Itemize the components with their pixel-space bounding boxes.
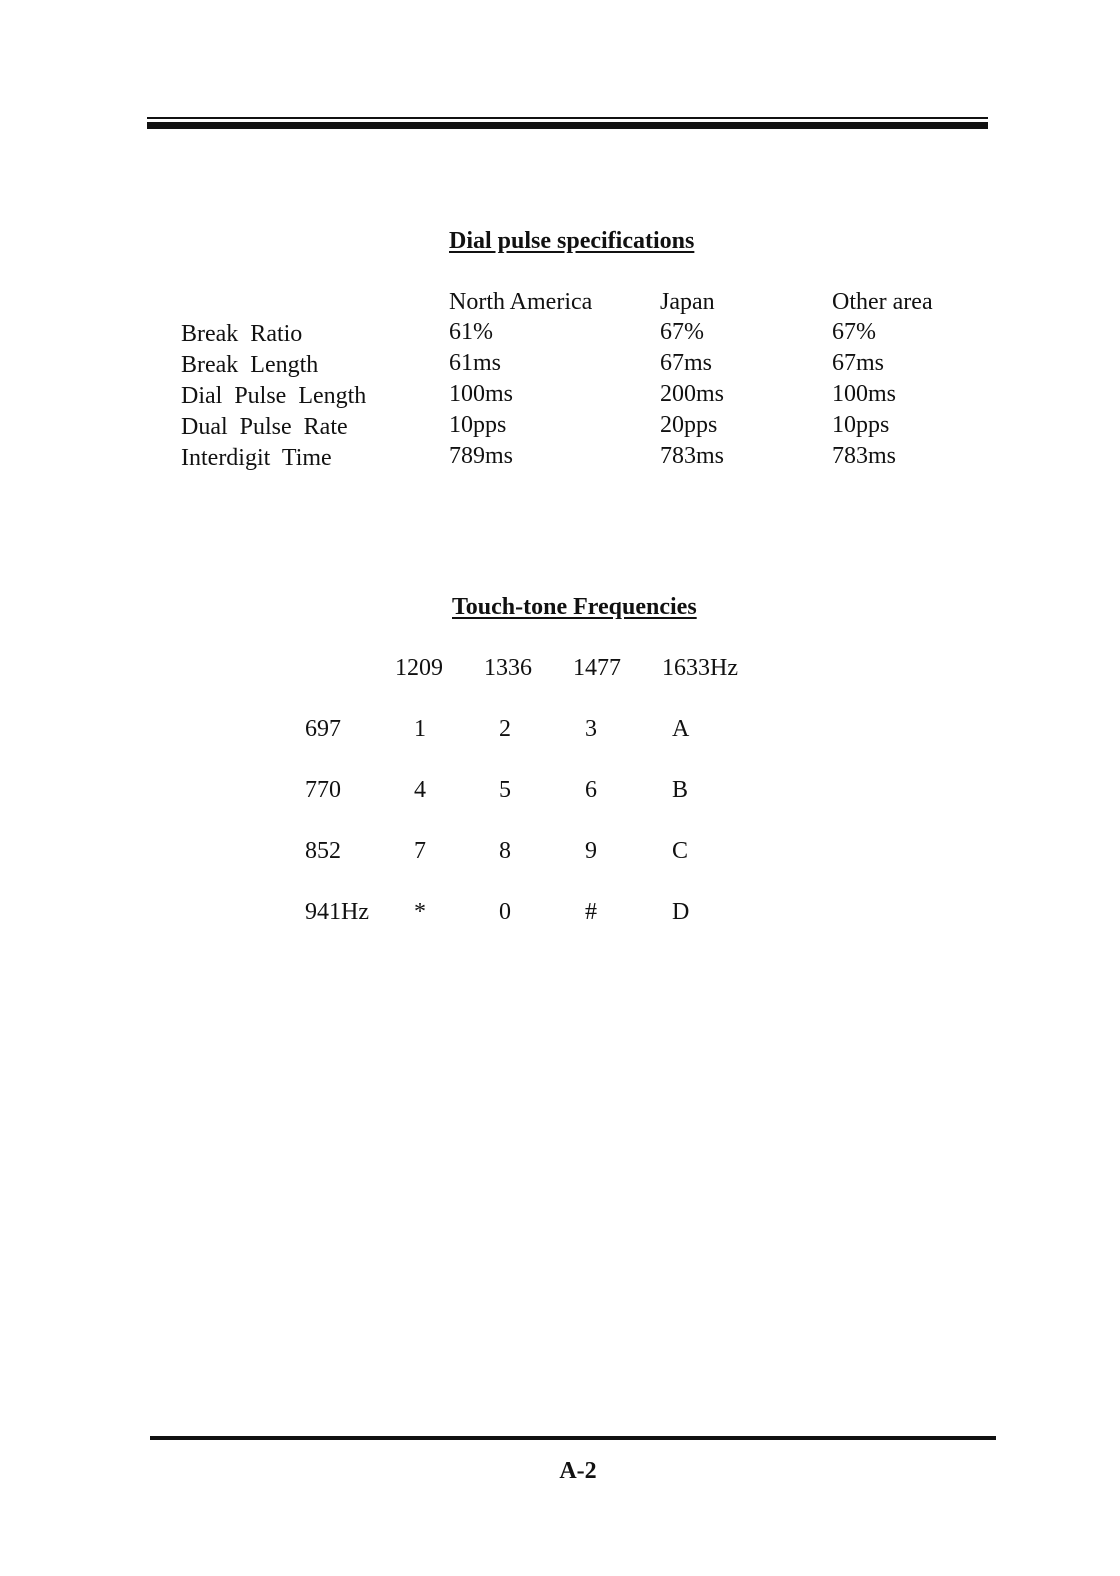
dial-pulse-value: 789ms xyxy=(449,443,514,469)
dial-pulse-value: 61% xyxy=(449,319,493,345)
touch-tone-key: 0 xyxy=(499,899,511,925)
dial-pulse-value: 67ms xyxy=(660,350,713,376)
dial-pulse-column-header: Other area xyxy=(832,289,933,315)
dial-pulse-row-label: Dial Pulse Length xyxy=(181,383,367,409)
touch-tone-column-frequency: 1209 xyxy=(395,655,443,681)
touch-tone-key: 2 xyxy=(499,716,511,742)
dial-pulse-value: 67% xyxy=(832,319,876,345)
touch-tone-column-frequency: 1336 xyxy=(484,655,532,681)
touch-tone-key: 5 xyxy=(499,777,511,803)
touch-tone-column-frequency: 1633Hz xyxy=(662,655,738,681)
dial-pulse-value: 100ms xyxy=(449,381,514,407)
dial-pulse-value: 200ms xyxy=(660,381,725,407)
touch-tone-key: B xyxy=(672,777,689,803)
dial-pulse-value: 783ms xyxy=(660,443,725,469)
touch-tone-key: D xyxy=(672,899,690,925)
header-rule-thin xyxy=(147,117,988,119)
dial-pulse-row-label: Break Length xyxy=(181,352,319,378)
touch-tone-row-frequency: 941Hz xyxy=(305,899,369,925)
touch-tone-key: # xyxy=(585,899,597,925)
dial-pulse-value: 10pps xyxy=(449,412,507,438)
touch-tone-key: A xyxy=(672,716,690,742)
touch-tone-title: Touch-tone Frequencies xyxy=(452,594,697,620)
touch-tone-column-frequency: 1477 xyxy=(573,655,621,681)
touch-tone-key: 3 xyxy=(585,716,597,742)
header-rule-thick xyxy=(147,122,988,129)
dial-pulse-value: 67% xyxy=(660,319,704,345)
dial-pulse-value: 10pps xyxy=(832,412,890,438)
dial-pulse-value: 100ms xyxy=(832,381,897,407)
touch-tone-key: 9 xyxy=(585,838,597,864)
touch-tone-row-frequency: 770 xyxy=(305,777,341,803)
dial-pulse-row-label: Interdigit Time xyxy=(181,445,332,471)
dial-pulse-title: Dial pulse specifications xyxy=(449,228,695,254)
footer-rule xyxy=(150,1436,996,1440)
touch-tone-row-frequency: 852 xyxy=(305,838,341,864)
touch-tone-key: 4 xyxy=(414,777,426,803)
touch-tone-key: 7 xyxy=(414,838,426,864)
dial-pulse-value: 67ms xyxy=(832,350,885,376)
dial-pulse-row-label: Dual Pulse Rate xyxy=(181,414,348,440)
dial-pulse-column-header: North America xyxy=(449,289,593,315)
touch-tone-key: 8 xyxy=(499,838,511,864)
dial-pulse-value: 20pps xyxy=(660,412,718,438)
touch-tone-key: 1 xyxy=(414,716,426,742)
dial-pulse-row-label: Break Ratio xyxy=(181,321,303,347)
dial-pulse-value: 783ms xyxy=(832,443,897,469)
touch-tone-key: 6 xyxy=(585,777,597,803)
page-number: A-2 xyxy=(559,1458,597,1484)
touch-tone-key: * xyxy=(414,899,426,925)
dial-pulse-column-header: Japan xyxy=(660,289,715,315)
touch-tone-row-frequency: 697 xyxy=(305,716,341,742)
touch-tone-key: C xyxy=(672,838,689,864)
dial-pulse-value: 61ms xyxy=(449,350,502,376)
